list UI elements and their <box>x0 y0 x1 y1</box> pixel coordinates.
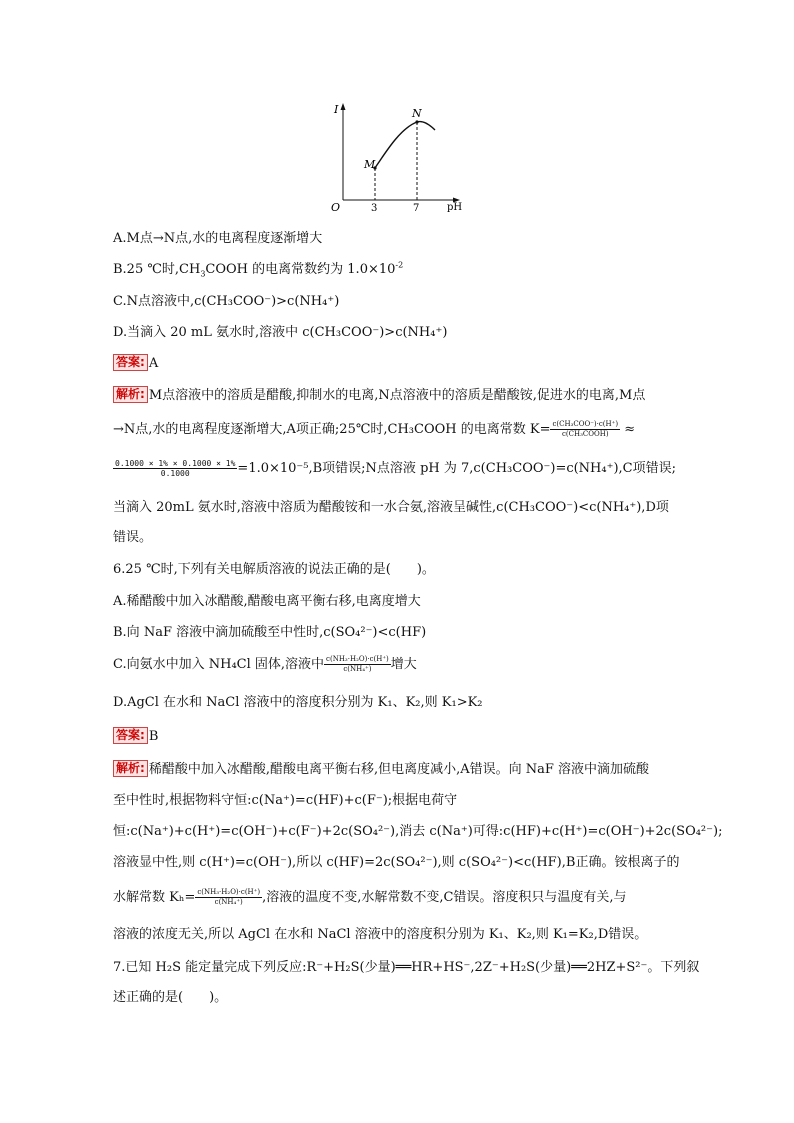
q6-option-c-denominator: c(NH₄⁺) <box>343 665 372 673</box>
analysis-tag: 解析: <box>113 760 148 777</box>
q6-option-c-numerator: c(NH₃·H₂O)·c(H⁺) <box>326 655 389 663</box>
q6-option-c <box>113 655 417 675</box>
kh-fraction <box>195 888 262 907</box>
ka-value-denominator: 0.1000 <box>160 469 190 478</box>
q6-analysis-line-4: 溶液显中性,则 c(H⁺)=c(OH⁻),所以 c(HF)=2c(SO₄²⁻),则 c(SO₄²⁻)<c(HF),B正确。铵根离子的 <box>113 855 680 870</box>
q5-analysis-line-4: 当滴入 20mL 氨水时,溶液中溶质为醋酸铵和一水合氨,溶液呈碱性,c(CH₃COO⁻)<c(NH₄⁺),D项 <box>113 500 669 515</box>
analysis-tag: 解析: <box>113 386 148 403</box>
answer-tag: 答案: <box>113 727 148 744</box>
conductivity-curve <box>375 121 435 168</box>
q6-option-d: D.AgCl 在水和 NaCl 溶液中的溶度积分别为 K₁、K₂,则 K₁>K₂ <box>113 695 483 710</box>
point-n-label: N <box>412 107 422 120</box>
q6-analysis-line-6: 溶液的浓度无关,所以 AgCl 在水和 NaCl 溶液中的溶度积分别为 K₁、K₂,则 K₁=K₂,D错误。 <box>113 927 648 942</box>
q6-analysis-line-3: 恒:c(Na⁺)+c(H⁺)=c(OH⁻)+c(F⁻)+2c(SO₄²⁻),消去 c(Na⁺)可得:c(HF)+c(H⁺)=c(OH⁻)+2c(SO₄²⁻); <box>113 824 723 839</box>
x-tick-3: 3 <box>371 203 378 214</box>
conductivity-ph-figure <box>325 100 465 215</box>
q5-analysis-text-3: =1.0×10⁻⁵,B项错误;N点溶液 pH 为 7,c(CH₃COO⁻)=c(NH₄⁺),C项错误; <box>237 461 677 476</box>
q5-option-c: C.N点溶液中,c(CH₃COO⁻)>c(NH₄⁺) <box>113 294 340 309</box>
q6-option-b: B.向 NaF 溶液中滴加硫酸至中性时,c(SO₄²⁻)<c(HF) <box>113 625 427 640</box>
q5-analysis-line-3 <box>113 459 676 479</box>
q6-answer-value: B <box>148 729 159 744</box>
q5-analysis-approx: ≈ <box>624 422 636 437</box>
q5-answer <box>113 354 158 374</box>
ka-value-fraction <box>113 459 237 478</box>
q7-stem-line-2: 述正确的是( )。 <box>113 990 228 1005</box>
kh-fraction-denominator: c(NH₄⁺) <box>214 898 243 906</box>
ka-fraction-denominator: c(CH₃COOH) <box>561 430 609 438</box>
point-m-label: M <box>364 158 376 171</box>
y-axis-arrow <box>341 103 346 110</box>
ka-fraction-numerator: c(CH₃COO⁻)·c(H⁺) <box>552 420 619 428</box>
ka-fraction <box>550 420 620 439</box>
q5-analysis-line-1 <box>113 386 645 406</box>
q5-option-d: D.当滴入 20 mL 氨水时,溶液中 c(CH₃COO⁻)>c(NH₄⁺) <box>113 325 448 340</box>
q6-option-c-post: 增大 <box>390 657 417 672</box>
q6-analysis-text-5b: ,溶液的温度不变,水解常数不变,C错误。溶度积只与温度有关,与 <box>262 890 627 905</box>
q6-analysis-line-2: 至中性时,根据物料守恒:c(Na⁺)=c(HF)+c(F⁻);根据电荷守 <box>113 793 458 808</box>
q6-answer <box>113 727 158 747</box>
q6-option-c-pre: C.向氨水中加入 NH₄Cl 固体,溶液中 <box>113 657 325 672</box>
q5-option-a: A.M点→N点,水的电离程度逐渐增大 <box>113 231 323 246</box>
origin-label: O <box>331 201 341 214</box>
q6-analysis-line-5 <box>113 888 627 908</box>
q5-analysis-line-5: 错误。 <box>113 530 153 545</box>
q5-option-b-exp: -2 <box>395 260 404 270</box>
q5-option-b-pre: B.25 ℃时,CH <box>113 262 201 277</box>
q6-option-a: A.稀醋酸中加入冰醋酸,醋酸电离平衡右移,电离度增大 <box>113 594 421 609</box>
q7-stem-line-1: 7.已知 H₂S 能定量完成下列反应:R⁻+H₂S(少量)══HR+HS⁻,2Z⁻+H₂S(少量)══2HZ+S²⁻。下列叙 <box>113 960 700 975</box>
answer-tag: 答案: <box>113 354 148 371</box>
q5-analysis-text-1: M点溶液中的溶质是醋酸,抑制水的电离,N点溶液中的溶质是醋酸铵,促进水的电离,M点 <box>148 388 646 403</box>
y-axis-label: I <box>334 103 339 116</box>
point-n-dot <box>415 120 418 123</box>
q6-analysis-line-1 <box>113 760 649 780</box>
q5-analysis-text-2: →N点,水的电离程度逐渐增大,A项正确;25℃时,CH₃COOH 的电离常数 K= <box>113 422 551 437</box>
q5-option-b: B.25 ℃时$,CH_3COOH$ 的电离常数约为 $1.0\times 10^{-2}$ <box>113 260 404 279</box>
q6-stem: 6.25 ℃时,下列有关电解质溶液的说法正确的是( )。 <box>113 562 435 577</box>
ka-value-numerator: 0.1000 × 1% × 0.1000 × 1% <box>115 459 236 468</box>
x-axis-label: pH <box>447 202 463 213</box>
kh-fraction-numerator: c(NH₃·H₂O)·c(H⁺) <box>197 888 261 896</box>
q5-option-b-mid: COOH 的电离常数约为 1.0×10 <box>205 262 396 277</box>
q6-analysis-text-1: 稀醋酸中加入冰醋酸,醋酸电离平衡右移,但电离度减小,A错误。向 NaF 溶液中滴加硫酸 <box>148 762 650 777</box>
x-tick-7: 7 <box>413 203 420 214</box>
q5-answer-value: A <box>148 356 159 371</box>
q6-option-c-fraction <box>324 655 391 674</box>
q5-analysis-line-2 <box>113 420 635 440</box>
q6-analysis-text-5: 水解常数 Kₕ= <box>113 890 196 905</box>
